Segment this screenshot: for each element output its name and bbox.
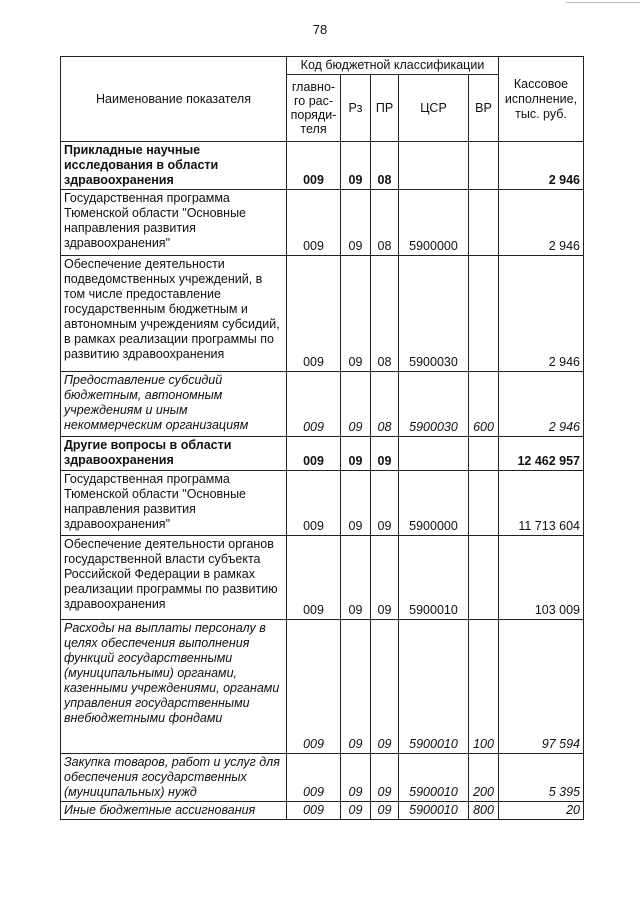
table-row xyxy=(61,190,584,256)
header-name: Наименование показателя xyxy=(61,57,287,142)
header-vr: ВР xyxy=(469,75,499,142)
row-rz-code: 09 xyxy=(341,372,371,437)
row-amount: 12 462 957 xyxy=(499,437,584,471)
row-vr-code: 600 xyxy=(469,372,499,437)
row-pr-code: 09 xyxy=(371,471,399,536)
row-admin-code: 009 xyxy=(287,190,341,256)
row-name: Обеспечение деятельности подведомственных учреждений, в том числе предоставление государственным бюджетным и автономным учреждениям субсидий, в рамках реализации программы по развитию здравоохранения xyxy=(61,256,287,372)
row-csr-code: 5900010 xyxy=(399,802,469,820)
row-admin-code: 009 xyxy=(287,437,341,471)
header-amount: Кассовое исполнение, тыс. руб. xyxy=(499,57,584,142)
page-number: 78 xyxy=(312,22,328,37)
row-pr-code: 09 xyxy=(371,802,399,820)
row-vr-code xyxy=(469,437,499,471)
row-csr-code: 5900010 xyxy=(399,754,469,802)
row-amount: 5 395 xyxy=(499,754,584,802)
row-rz-code: 09 xyxy=(341,802,371,820)
row-rz-code: 09 xyxy=(341,471,371,536)
budget-table xyxy=(60,56,584,820)
row-amount: 2 946 xyxy=(499,256,584,372)
header-pr: ПР xyxy=(371,75,399,142)
row-admin-code: 009 xyxy=(287,754,341,802)
row-csr-code xyxy=(399,437,469,471)
row-pr-code: 09 xyxy=(371,536,399,620)
row-vr-code: 200 xyxy=(469,754,499,802)
table-row xyxy=(61,471,584,536)
row-vr-code: 100 xyxy=(469,620,499,754)
row-admin-code: 009 xyxy=(287,372,341,437)
table-row xyxy=(61,802,584,820)
row-rz-code: 09 xyxy=(341,536,371,620)
header-rz: Рз xyxy=(341,75,371,142)
row-rz-code: 09 xyxy=(341,754,371,802)
row-amount: 97 594 xyxy=(499,620,584,754)
header-admin: главно- го рас- поряди- теля xyxy=(287,75,341,142)
row-amount: 2 946 xyxy=(499,190,584,256)
table-row xyxy=(61,256,584,372)
row-admin-code: 009 xyxy=(287,802,341,820)
header-csr: ЦСР xyxy=(399,75,469,142)
row-amount: 20 xyxy=(499,802,584,820)
row-pr-code: 09 xyxy=(371,437,399,471)
row-admin-code: 009 xyxy=(287,256,341,372)
row-name: Обеспечение деятельности органов государственной власти субъекта Российской Федерации в рамках реализации программы по развитию здравоохранения xyxy=(61,536,287,620)
row-name: Государственная программа Тюменской области "Основные направления развития здравоохранения" xyxy=(61,190,287,256)
row-csr-code: 5900000 xyxy=(399,190,469,256)
row-vr-code: 800 xyxy=(469,802,499,820)
table-row xyxy=(61,437,584,471)
row-amount: 2 946 xyxy=(499,372,584,437)
table-row xyxy=(61,536,584,620)
row-pr-code: 09 xyxy=(371,620,399,754)
row-vr-code xyxy=(469,142,499,190)
row-csr-code: 5900010 xyxy=(399,536,469,620)
row-admin-code: 009 xyxy=(287,471,341,536)
row-vr-code xyxy=(469,536,499,620)
row-admin-code: 009 xyxy=(287,142,341,190)
row-vr-code xyxy=(469,471,499,536)
row-rz-code: 09 xyxy=(341,142,371,190)
row-pr-code: 08 xyxy=(371,256,399,372)
row-admin-code: 009 xyxy=(287,620,341,754)
row-rz-code: 09 xyxy=(341,190,371,256)
row-rz-code: 09 xyxy=(341,256,371,372)
row-amount: 11 713 604 xyxy=(499,471,584,536)
row-vr-code xyxy=(469,256,499,372)
row-pr-code: 08 xyxy=(371,372,399,437)
row-pr-code: 08 xyxy=(371,142,399,190)
row-vr-code xyxy=(469,190,499,256)
header-classification-group: Код бюджетной классификации xyxy=(287,57,499,75)
row-csr-code: 5900000 xyxy=(399,471,469,536)
row-pr-code: 09 xyxy=(371,754,399,802)
row-csr-code: 5900010 xyxy=(399,620,469,754)
top-edge-rule xyxy=(566,2,640,3)
row-pr-code: 08 xyxy=(371,190,399,256)
row-rz-code: 09 xyxy=(341,620,371,754)
row-csr-code: 5900030 xyxy=(399,256,469,372)
row-name: Предоставление субсидий бюджетным, автономным учреждениям и иным некоммерческим организациям xyxy=(61,372,287,437)
row-name: Закупка товаров, работ и услуг для обеспечения государственных (муниципальных) нужд xyxy=(61,754,287,802)
row-amount: 2 946 xyxy=(499,142,584,190)
row-name: Другие вопросы в области здравоохранения xyxy=(61,437,287,471)
row-name: Прикладные научные исследования в области здравоохранения xyxy=(61,142,287,190)
row-name: Расходы на выплаты персоналу в целях обеспечения выполнения функций государственными (муниципальными) органами, казенными учреждениями, органами управления государственными внебюджетными фондами xyxy=(61,620,287,754)
row-csr-code xyxy=(399,142,469,190)
row-csr-code: 5900030 xyxy=(399,372,469,437)
row-admin-code: 009 xyxy=(287,536,341,620)
table-row xyxy=(61,620,584,754)
row-name: Иные бюджетные ассигнования xyxy=(61,802,287,820)
row-rz-code: 09 xyxy=(341,437,371,471)
table-row xyxy=(61,142,584,190)
row-amount: 103 009 xyxy=(499,536,584,620)
table-row xyxy=(61,372,584,437)
table-row xyxy=(61,754,584,802)
row-name: Государственная программа Тюменской области "Основные направления развития здравоохранения" xyxy=(61,471,287,536)
